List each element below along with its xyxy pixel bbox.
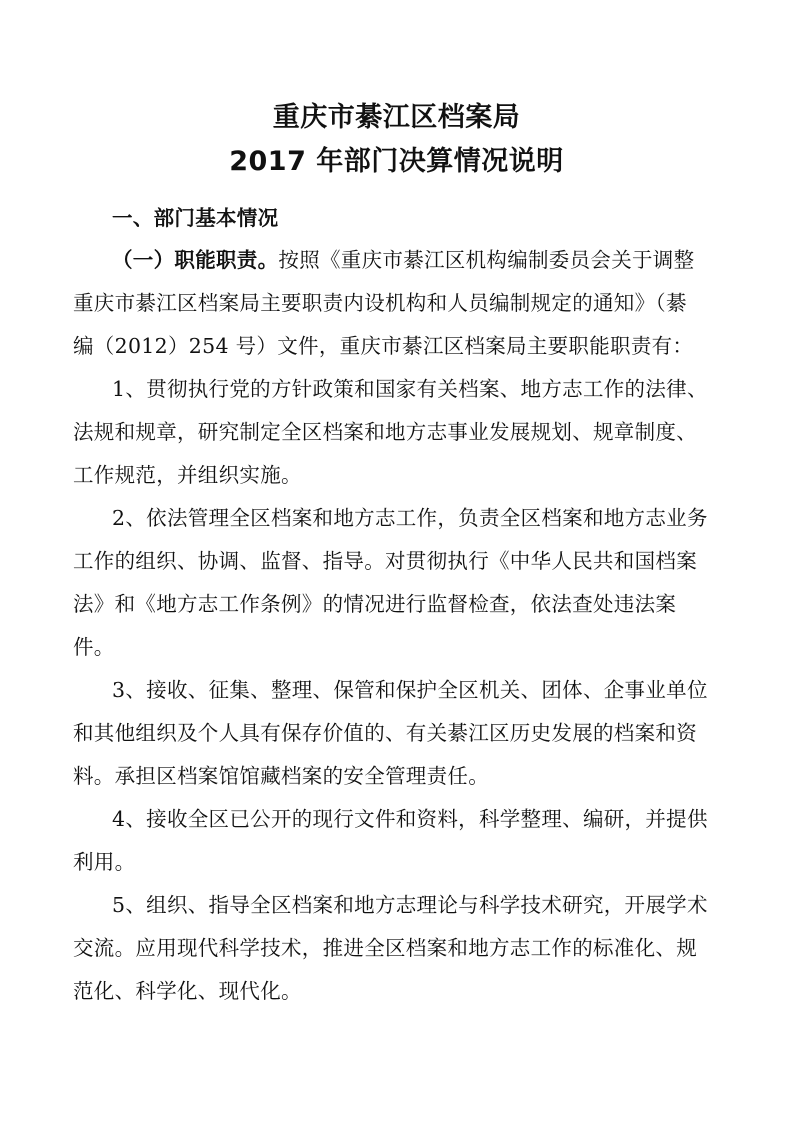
paragraph-line: 料。承担区档案馆馆藏档案的安全管理责任。 [73,764,489,788]
paragraph-line: 3、接收、征集、整理、保管和保护全区机关、团体、企事业单位 [112,678,708,702]
paragraph-line: 件。 [73,635,115,659]
paragraph-line: 工作规范，并组织实施。 [73,463,302,487]
paragraph-line: 1、贯彻执行党的方针政策和国家有关档案、地方志工作的法律、 [112,377,708,401]
document-title-line2: 2017 年部门决算情况说明 [229,146,564,177]
paragraph-line: 2、依法管理全区档案和地方志工作，负责全区档案和地方志业务 [112,506,708,530]
paragraph-line: 编（2012）254 号）文件，重庆市綦江区档案局主要职能职责有： [73,334,694,358]
paragraph-line: 法规和规章，研究制定全区档案和地方志事业发展规划、规章制度、 [73,420,697,444]
paragraph-line: 和其他组织及个人具有保存价值的、有关綦江区历史发展的档案和资 [73,721,697,745]
paragraph-line: 利用。 [73,850,136,874]
paragraph-line: 5、组织、指导全区档案和地方志理论与科学技术研究，开展学术 [112,893,708,917]
section-heading: 一、部门基本情况 [112,206,279,230]
document-title-line1: 重庆市綦江区档案局 [272,102,521,133]
paragraph-line [112,242,733,278]
paragraph-text: 按照《重庆市綦江区机构编制委员会关于调整 [278,248,695,272]
paragraph-line: 范化、科学化、现代化。 [73,979,302,1003]
paragraph-line: 工作的组织、协调、监督、指导。对贯彻执行《中华人民共和国档案 [73,549,697,573]
paragraph-line: 法》和《地方志工作条例》的情况进行监督检查，依法查处违法案 [73,592,677,616]
paragraph-line: 交流。应用现代科学技术，推进全区档案和地方志工作的标准化、规 [73,936,697,960]
paragraph-line: 4、接收全区已公开的现行文件和资料，科学整理、编研，并提供 [112,807,708,831]
subsection-label: （一）职能职责。 [112,248,279,272]
paragraph-line: 重庆市綦江区档案局主要职责内设机构和人员编制规定的通知》（綦 [73,291,687,315]
